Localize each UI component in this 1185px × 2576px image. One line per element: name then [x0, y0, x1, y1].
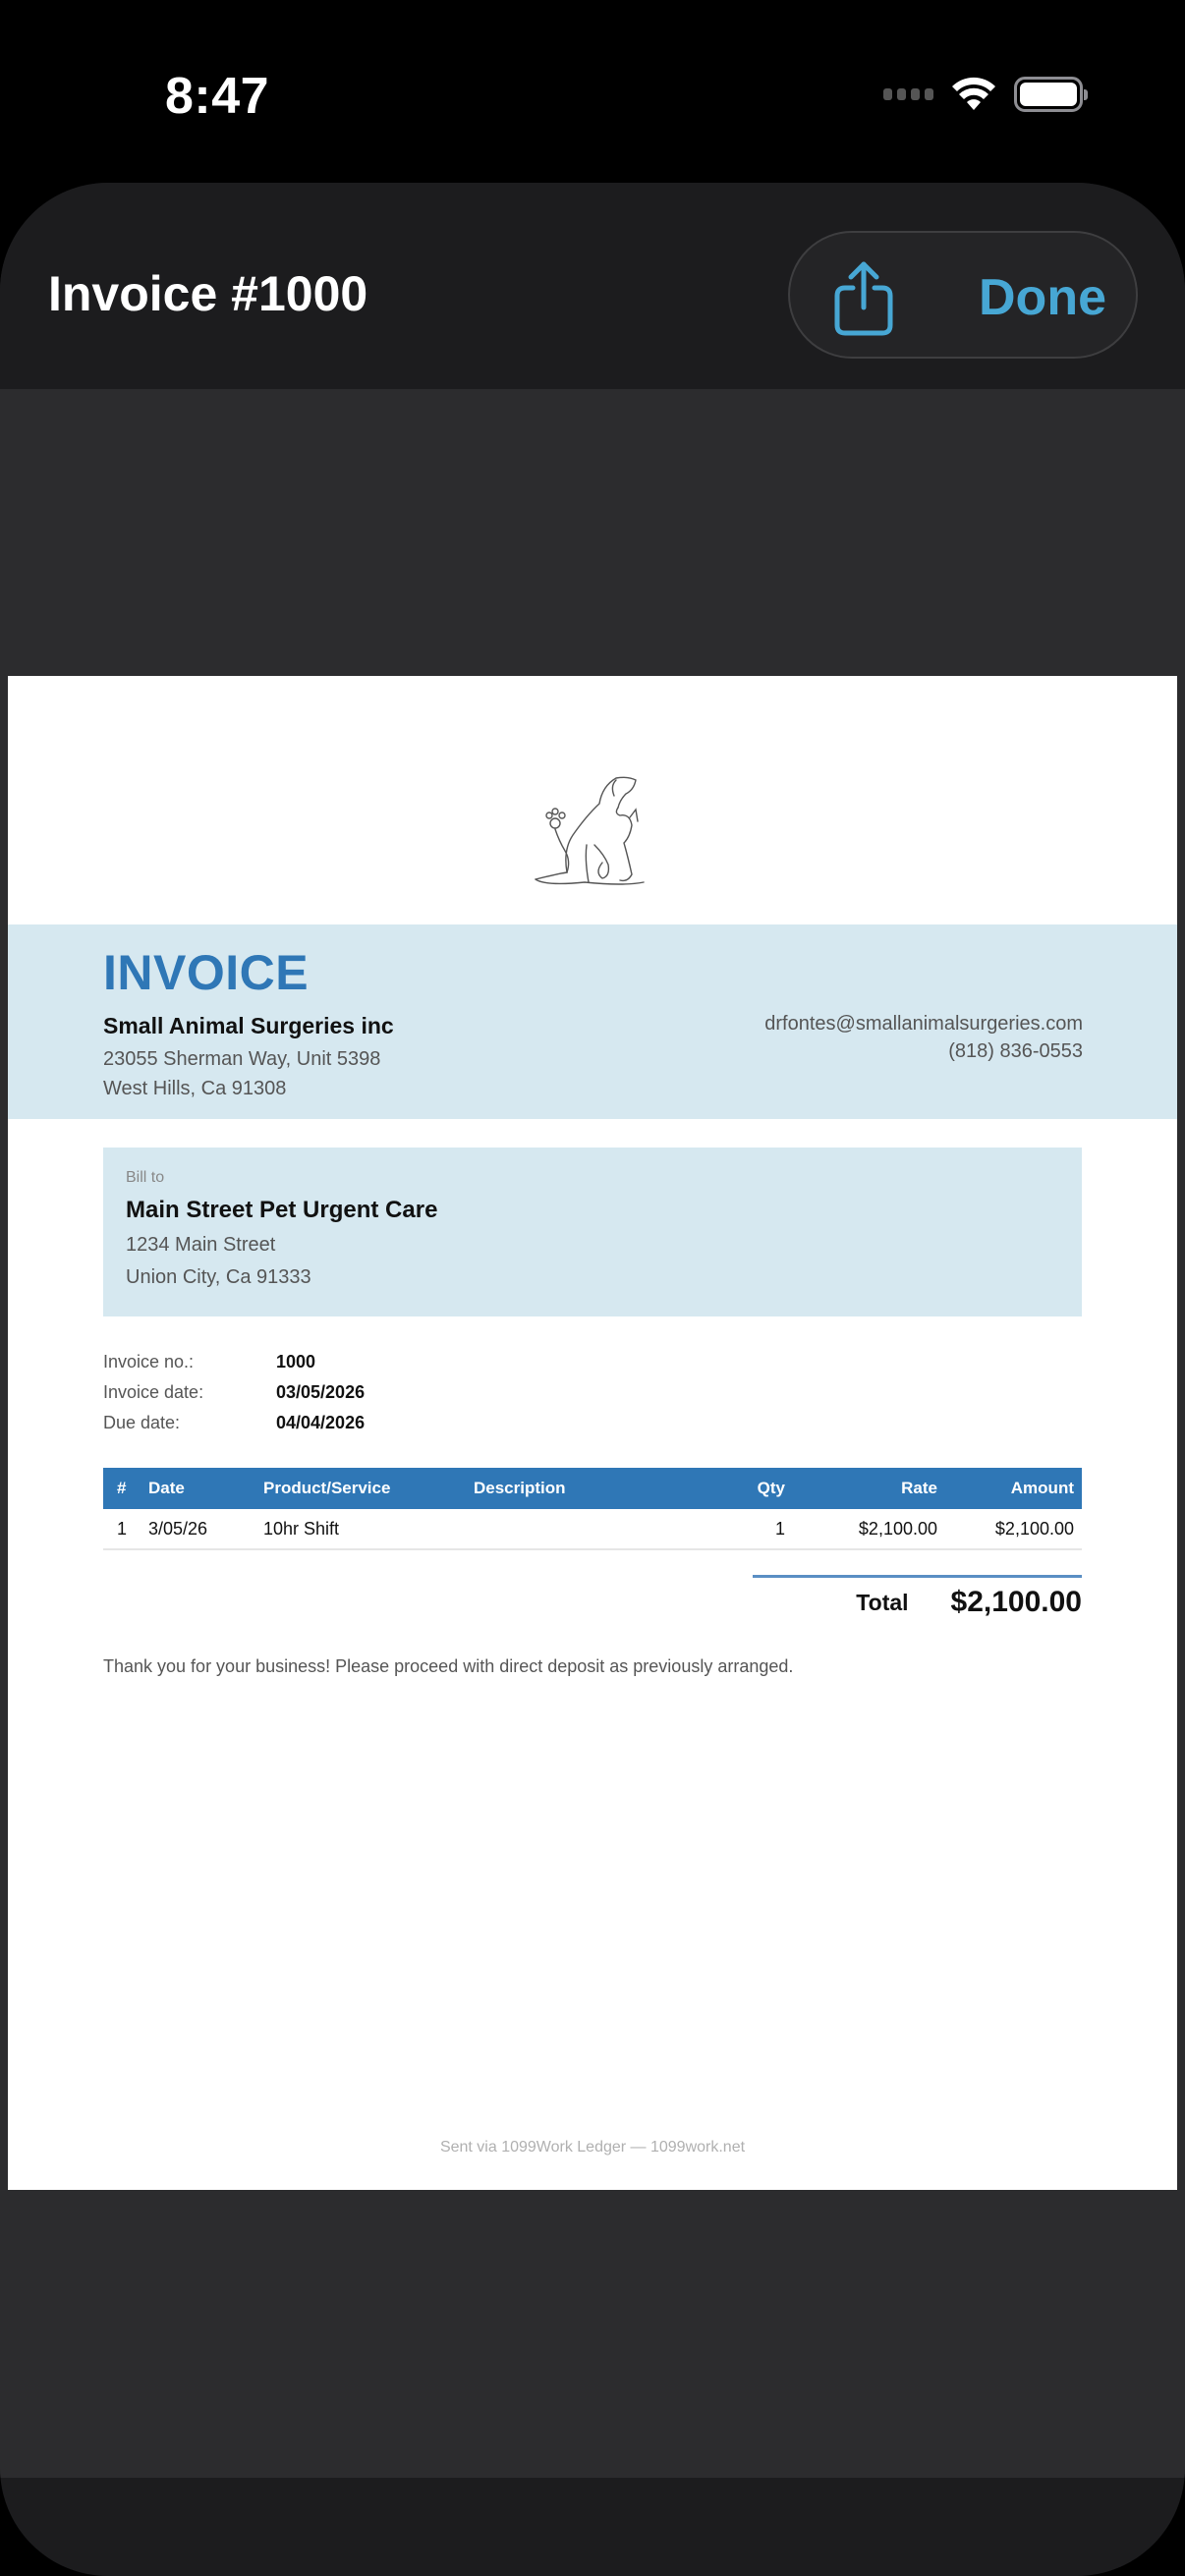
col-header-rate: Rate	[901, 1479, 937, 1497]
meta-row-due-date	[103, 1408, 365, 1438]
meta-label: Invoice no.:	[103, 1352, 195, 1372]
cell-rate: $2,100.00	[858, 1518, 937, 1539]
pdf-preview-area[interactable]	[0, 389, 1185, 2478]
meta-value: 04/04/2026	[276, 1413, 366, 1432]
company-address-line1: 23055 Sherman Way, Unit 5398	[103, 1048, 381, 1070]
bill-to-name: Main Street Pet Urgent Care	[126, 1197, 438, 1223]
company-header-band	[8, 924, 1177, 1119]
company-phone: (818) 836-0553	[948, 1040, 1083, 1062]
thank-you-note: Thank you for your business! Please proceed with direct deposit as previously arranged.	[103, 1656, 794, 1676]
share-icon	[829, 258, 898, 337]
bill-to-address-line2: Union City, Ca 91333	[126, 1266, 311, 1288]
meta-value: 1000	[276, 1352, 316, 1372]
invoice-meta	[103, 1347, 365, 1438]
invoice-heading: INVOICE	[103, 945, 310, 1000]
invoice-preview-sheet	[0, 183, 1185, 2576]
status-time: 8:47	[165, 68, 270, 125]
nav-bar	[0, 183, 1185, 389]
cell-date: 3/05/26	[148, 1518, 208, 1539]
cell-amount: $2,100.00	[994, 1518, 1074, 1539]
company-name: Small Animal Surgeries inc	[103, 1013, 394, 1038]
total-value: $2,100.00	[950, 1586, 1082, 1618]
total-label: Total	[856, 1589, 909, 1615]
meta-row-invoice-date	[103, 1377, 365, 1408]
total-section	[753, 1575, 1082, 1619]
meta-label: Due date:	[103, 1413, 181, 1432]
col-header-num: #	[117, 1479, 127, 1497]
done-button[interactable]: Done	[979, 269, 1106, 326]
battery-icon	[1014, 77, 1083, 112]
meta-label: Invoice date:	[103, 1382, 204, 1402]
total-divider	[753, 1575, 1082, 1578]
table-header	[103, 1468, 1082, 1509]
cell-num: 1	[117, 1518, 128, 1539]
company-email: drfontes@smallanimalsurgeries.com	[764, 1013, 1083, 1035]
status-icons	[883, 77, 1083, 112]
col-header-product: Product/Service	[263, 1479, 391, 1497]
col-header-date: Date	[148, 1479, 185, 1497]
sent-via-footer: Sent via 1099Work Ledger — 1099work.net	[439, 2139, 746, 2156]
total-row	[753, 1586, 1082, 1619]
meta-value: 03/05/2026	[276, 1382, 366, 1402]
share-button[interactable]	[829, 258, 898, 337]
wifi-icon	[951, 77, 996, 112]
status-bar	[0, 0, 1185, 183]
nav-actions-pill	[788, 231, 1138, 359]
bill-to-label: Bill to	[126, 1169, 165, 1186]
bill-to-box	[103, 1148, 1082, 1316]
company-address-line2: West Hills, Ca 91308	[103, 1078, 287, 1099]
cell-product: 10hr Shift	[263, 1518, 340, 1539]
table-row	[103, 1509, 1082, 1550]
col-header-qty: Qty	[757, 1479, 785, 1497]
invoice-page	[8, 676, 1177, 2190]
dog-and-cat-logo-icon	[526, 766, 663, 894]
col-header-amount: Amount	[1010, 1479, 1074, 1497]
line-items-table	[103, 1468, 1082, 1550]
meta-row-invoice-no	[103, 1347, 365, 1377]
cellular-signal-icon	[883, 88, 933, 100]
col-header-description: Description	[474, 1479, 566, 1497]
cell-qty: 1	[774, 1518, 785, 1539]
nav-title: Invoice #1000	[48, 266, 368, 321]
bill-to-address-line1: 1234 Main Street	[126, 1234, 276, 1256]
